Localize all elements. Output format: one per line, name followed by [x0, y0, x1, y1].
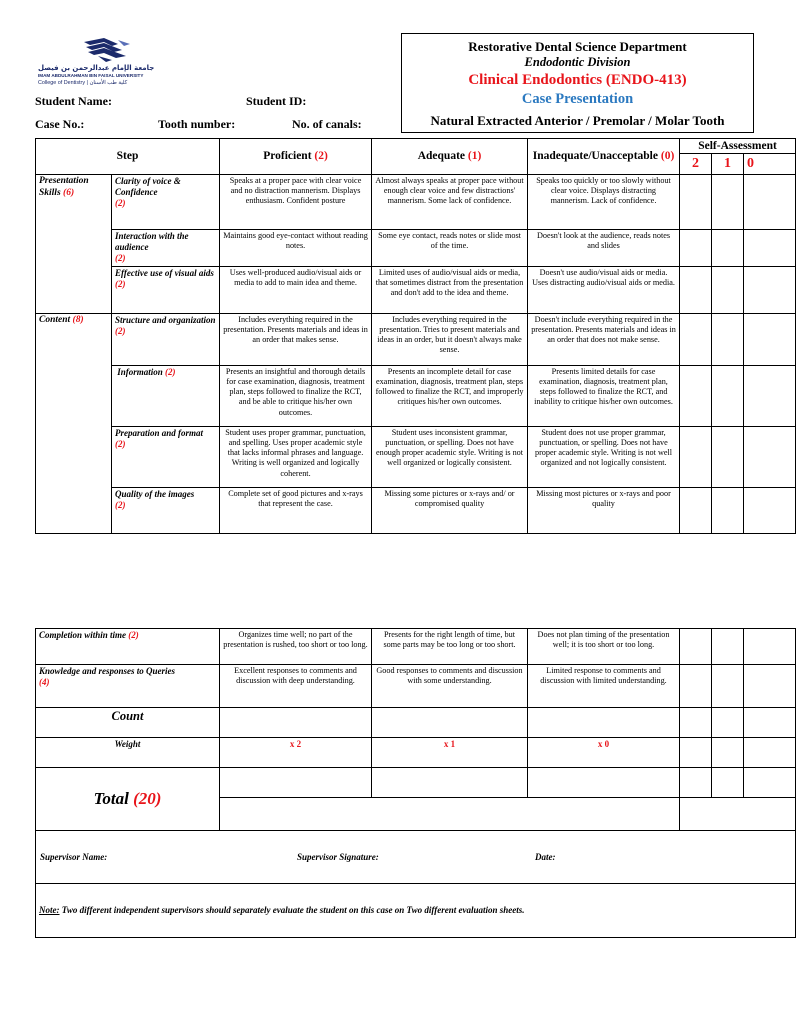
- proficient-cell: Includes everything required in the presentation. Presents materials and ideas in an order that makes sense.: [220, 313, 372, 365]
- proficient-cell: Excellent responses to comments and discussion with deep understanding.: [220, 665, 372, 708]
- adequate-cell: Limited uses of audio/visual aids or media, that sometimes distract from the presentation and don't add to the idea and theme.: [372, 266, 528, 313]
- proficient-cell: Presents an insightful and thorough details for case examination, diagnosis, treatment plan, steps followed to finalize the RCT, and be able to critique his/her own outcomes.: [220, 365, 372, 426]
- self-score-2-cell[interactable]: [680, 313, 712, 365]
- inadequate-cell: Presents limited details for case examination, diagnosis, treatment plan, steps followed to finalize the RCT, and inability to critique his/her own outcomes.: [528, 365, 680, 426]
- adequate-cell: Missing some pictures or x-rays and/ or compromised quality: [372, 487, 528, 533]
- total-2-cell[interactable]: [680, 768, 712, 798]
- total-adequate-cell[interactable]: [372, 768, 528, 798]
- step-visual-aids: Effective use of visual aids (2): [112, 266, 220, 313]
- self-score-2-cell[interactable]: [680, 365, 712, 426]
- adequate-cell: Presents for the right length of time, but some parts may be too long or too short.: [372, 629, 528, 665]
- count-2-cell[interactable]: [680, 708, 712, 738]
- inadequate-cell: Does not plan timing of the presentation well; it is too short or too long.: [528, 629, 680, 665]
- adequate-header: Adequate (1): [372, 139, 528, 175]
- canals-label: No. of canals:: [292, 117, 362, 131]
- department-title: Restorative Dental Science Department: [468, 39, 687, 54]
- weight-cell: [744, 738, 796, 768]
- score-0-header: 0: [744, 154, 796, 175]
- self-score-0-cell[interactable]: [744, 174, 796, 229]
- weight-adequate: x 1: [372, 738, 528, 768]
- step-interaction: Interaction with the audience (2): [112, 229, 220, 266]
- self-score-0-cell[interactable]: [744, 266, 796, 313]
- self-score-1-cell[interactable]: [712, 365, 744, 426]
- note-row: [36, 884, 796, 938]
- inadequate-cell: Speaks too quickly or too slowly without clear voice. Displays distracting mannerism. Lack of confidence.: [528, 174, 680, 229]
- proficient-cell: Speaks at a proper pace with clear voice and no distraction mannerism. Displays enthusiasm. Confident posture: [220, 174, 372, 229]
- course-title: Clinical Endodontics (ENDO-413): [468, 71, 687, 88]
- weight-label: Weight: [36, 738, 220, 768]
- adequate-cell: Student uses inconsistent grammar, punctuation, or spelling. Does not have enough proper academic style. Writing is not well organized or logically consistent.: [372, 426, 528, 487]
- self-score-1-cell[interactable]: [712, 313, 744, 365]
- supervisor-name-label: Supervisor Name:: [40, 852, 108, 862]
- step-structure: Structure and organization (2): [112, 313, 220, 365]
- table-row: [36, 266, 796, 313]
- adequate-cell: Includes everything required in the presentation. Tries to present materials and ideas in an order, but it doesn't always make sense.: [372, 313, 528, 365]
- weight-inadequate: x 0: [528, 738, 680, 768]
- proficient-cell: Organizes time well; no part of the presentation is rushed, too short or too long.: [220, 629, 372, 665]
- inadequate-cell: Doesn't use audio/visual aids or media. Uses distracting audio/visual aids or media.: [528, 266, 680, 313]
- total-0-cell[interactable]: [744, 768, 796, 798]
- table-row: [36, 629, 796, 665]
- inadequate-cell: Doesn't look at the audience, reads notes and slides: [528, 229, 680, 266]
- rubric-table: [35, 138, 796, 534]
- table-row: [36, 174, 796, 229]
- proficient-cell: Uses well-produced audio/visual aids or media to add to main idea and theme.: [220, 266, 372, 313]
- note-text: Two different independent supervisors should separately evaluate the student on this case on Two different evaluation sheets.: [59, 904, 525, 915]
- adequate-cell: Good responses to comments and discussion with some understanding.: [372, 665, 528, 708]
- self-score-2-cell[interactable]: [680, 174, 712, 229]
- table-row: [36, 365, 796, 426]
- inadequate-cell: Doesn't include everything required in the presentation. Presents materials and ideas in an order that does not make sense.: [528, 313, 680, 365]
- self-score-0-cell[interactable]: [744, 426, 796, 487]
- logo-arabic-name: جامعة الإمام عبدالرحمن بن فيصل: [38, 64, 155, 72]
- count-row: [36, 708, 796, 738]
- count-proficient-cell[interactable]: [220, 708, 372, 738]
- count-1-cell[interactable]: [712, 708, 744, 738]
- weight-row: [36, 738, 796, 768]
- note-label: Note:: [39, 904, 60, 915]
- tooth-number-label: Tooth number:: [158, 117, 236, 131]
- rubric-header-row: [36, 139, 796, 154]
- total-proficient-cell[interactable]: [220, 768, 372, 798]
- inadequate-cell: Missing most pictures or x-rays and poor quality: [528, 487, 680, 533]
- presentation-category: Presentation Skills (6): [36, 174, 112, 313]
- count-label: Count: [36, 708, 220, 738]
- total-label: Total (20): [36, 768, 220, 831]
- weight-proficient: x 2: [220, 738, 372, 768]
- inadequate-cell: Student does not use proper grammar, punctuation, or spelling. Does not have proper academic style. Writing is not well organized and not logically consistent.: [528, 426, 680, 487]
- count-adequate-cell[interactable]: [372, 708, 528, 738]
- weight-cell: [680, 738, 712, 768]
- division-title: Endodontic Division: [524, 55, 631, 70]
- self-score-1-cell[interactable]: [712, 629, 744, 665]
- step-knowledge: Knowledge and responses to Queries (4): [36, 665, 220, 708]
- step-completion-time: Completion within time (2): [36, 629, 220, 665]
- content-category: Content (8): [36, 313, 112, 533]
- proficient-cell: Maintains good eye-contact without reading notes.: [220, 229, 372, 266]
- count-inadequate-cell[interactable]: [528, 708, 680, 738]
- self-assessment-header: Self-Assessment: [680, 139, 796, 154]
- self-score-1-cell[interactable]: [712, 266, 744, 313]
- self-score-2-cell[interactable]: [680, 266, 712, 313]
- step-header: Step: [36, 139, 220, 175]
- table-row: [36, 487, 796, 533]
- self-score-0-cell[interactable]: [744, 487, 796, 533]
- inadequate-header: Inadequate/Unacceptable (0): [528, 139, 680, 175]
- table-row: [36, 665, 796, 708]
- step-information: Information (2): [112, 365, 220, 426]
- case-number-label: Case No.:: [35, 117, 85, 131]
- self-score-2-cell[interactable]: [680, 426, 712, 487]
- university-logo: [38, 36, 178, 92]
- score-1-header: 1: [712, 154, 744, 175]
- supervisor-section: [36, 831, 796, 884]
- logo-college-name: College of Dentistry | كلية طب الأسنان: [38, 80, 128, 86]
- total-1-cell[interactable]: [712, 768, 744, 798]
- self-score-1-cell[interactable]: [712, 665, 744, 708]
- count-0-cell[interactable]: [744, 708, 796, 738]
- self-score-2-cell[interactable]: [680, 665, 712, 708]
- self-score-1-cell[interactable]: [712, 174, 744, 229]
- self-score-1-cell[interactable]: [712, 487, 744, 533]
- self-score-0-cell[interactable]: [744, 629, 796, 665]
- date-label: Date:: [535, 852, 556, 862]
- table-row: [36, 313, 796, 365]
- self-score-1-cell[interactable]: [712, 426, 744, 487]
- grand-total-self-cell[interactable]: [680, 798, 796, 831]
- self-score-2-cell[interactable]: [680, 229, 712, 266]
- adequate-cell: Some eye contact, reads notes or slide most of the time.: [372, 229, 528, 266]
- note-section: [36, 884, 796, 938]
- table-row: [36, 229, 796, 266]
- adequate-cell: Almost always speaks at proper pace without enough clear voice and few distractions' mannerism. Some lack of confidence.: [372, 174, 528, 229]
- self-score-1-cell[interactable]: [712, 229, 744, 266]
- self-score-0-cell[interactable]: [744, 229, 796, 266]
- total-inadequate-cell[interactable]: [528, 768, 680, 798]
- self-score-0-cell[interactable]: [744, 365, 796, 426]
- student-name-label: Student Name:: [35, 94, 112, 108]
- logo-english-name: IMAM ABDULRAHMAN BIN FAISAL UNIVERSITY: [38, 73, 144, 78]
- step-clarity: Clarity of voice & Confidence (2): [112, 174, 220, 229]
- supervisor-row: [36, 831, 796, 884]
- rubric-table-continued: [35, 628, 796, 938]
- weight-cell: [712, 738, 744, 768]
- score-2-header: 2: [680, 154, 712, 175]
- supervisor-signature-label: Supervisor Signature:: [297, 852, 379, 862]
- adequate-cell: Presents an incomplete detail for case examination, diagnosis, treatment plan, steps followed to finalize the RCT, and improperly critiques his/her own outcomes.: [372, 365, 528, 426]
- table-row: [36, 426, 796, 487]
- university-emblem-icon: [38, 36, 178, 64]
- total-row: [36, 768, 796, 798]
- course-header: [401, 33, 754, 133]
- step-preparation: Preparation and format (2): [112, 426, 220, 487]
- proficient-cell: Complete set of good pictures and x-rays that represent the case.: [220, 487, 372, 533]
- tooth-types: Natural Extracted Anterior / Premolar / Molar Tooth: [430, 112, 725, 128]
- step-images: Quality of the images (2): [112, 487, 220, 533]
- proficient-header: Proficient (2): [220, 139, 372, 175]
- grand-total-cell[interactable]: [220, 798, 680, 831]
- inadequate-cell: Limited response to comments and discussion with limited understanding.: [528, 665, 680, 708]
- self-score-2-cell[interactable]: [680, 629, 712, 665]
- self-score-0-cell[interactable]: [744, 665, 796, 708]
- proficient-cell: Student uses proper grammar, punctuation, and spelling. Uses proper academic style that lacks informal phrases and language. Writing is well organized and logically coherent.: [220, 426, 372, 487]
- student-id-label: Student ID:: [246, 94, 307, 108]
- self-score-0-cell[interactable]: [744, 313, 796, 365]
- self-score-2-cell[interactable]: [680, 487, 712, 533]
- form-title: Case Presentation: [521, 90, 634, 107]
